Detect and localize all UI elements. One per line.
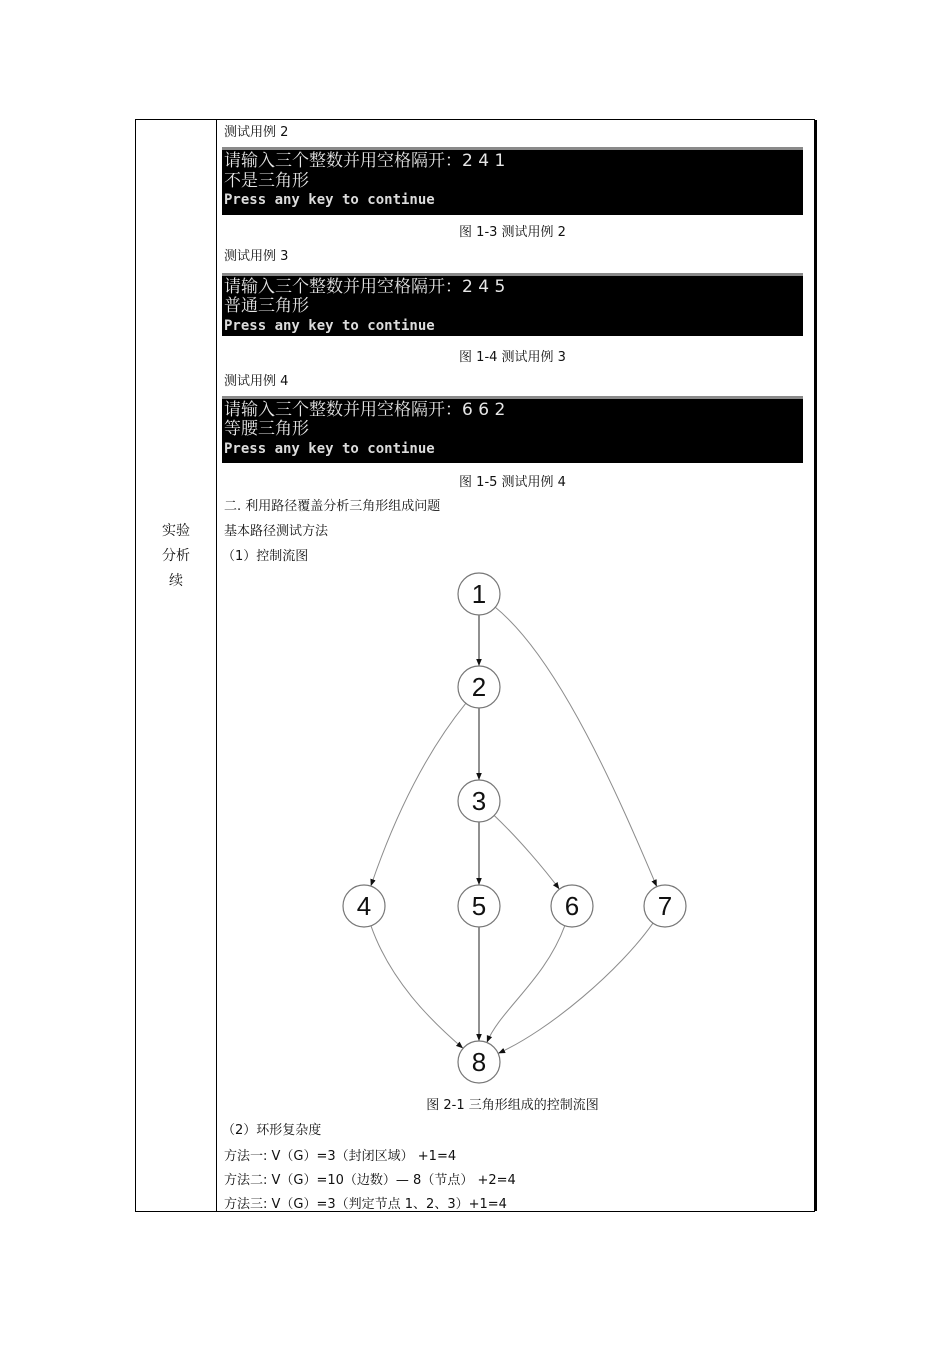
left-label-line1: 实验 (162, 523, 190, 539)
graph-edge-2-4 (371, 703, 466, 886)
graph-node-label-4: 4 (356, 891, 372, 921)
formula-method-2: 方法二: V（G）=10（边数）— 8（节点） +2=4 (224, 1173, 516, 1188)
left-label-line2: 分析 (162, 548, 190, 564)
case-title: 测试用例 3 (224, 249, 289, 264)
console-prompt: 请输入三个整数并用空格隔开：2 4 1 (224, 151, 506, 171)
graph-edge-6-8 (487, 926, 565, 1043)
case-title: 测试用例 2 (224, 125, 289, 140)
console-prompt: 请输入三个整数并用空格隔开：2 4 5 (224, 277, 506, 297)
console-prompt: 请输入三个整数并用空格隔开：6 6 2 (224, 400, 506, 420)
case-title: 测试用例 4 (224, 374, 289, 389)
subsection-control-flow: （1）控制流图 (222, 549, 309, 564)
graph-node-label-7: 7 (657, 891, 673, 921)
graph-node-label-5: 5 (471, 891, 487, 921)
figure-caption: 图 1-5 测试用例 4 (459, 475, 566, 490)
graph-node-label-8: 8 (471, 1047, 487, 1077)
graph-caption: 图 2-1 三角形组成的控制流图 (426, 1098, 599, 1113)
console-result: 不是三角形 (224, 171, 309, 191)
subsection-complexity: （2）环形复杂度 (222, 1123, 322, 1138)
formula-method-3: 方法三: V（G）=3（判定节点 1、2、3）+1=4 (224, 1197, 507, 1212)
figure-caption: 图 1-4 测试用例 3 (459, 350, 566, 365)
console-press-key: Press any key to continue (224, 318, 435, 334)
formula-method-1: 方法一: V（G）=3（封闭区域） +1=4 (224, 1149, 457, 1164)
console-press-key: Press any key to continue (224, 441, 435, 457)
graph-edge-3-6 (494, 815, 559, 889)
graph-edge-1-7 (495, 607, 657, 886)
console-press-key: Press any key to continue (224, 192, 435, 208)
section-heading: 二. 利用路径覆盖分析三角形组成问题 (224, 499, 441, 514)
method-heading: 基本路径测试方法 (224, 524, 329, 539)
graph-node-label-3: 3 (471, 786, 487, 816)
figure-caption: 图 1-3 测试用例 2 (459, 225, 566, 240)
console-result: 等腰三角形 (224, 419, 309, 439)
left-label-line3: 续 (169, 573, 183, 589)
graph-node-label-2: 2 (471, 672, 487, 702)
console-result: 普通三角形 (224, 296, 309, 316)
graph-node-label-1: 1 (471, 579, 487, 609)
graph-edge-7-8 (498, 923, 653, 1053)
graph-edge-4-8 (371, 926, 463, 1049)
graph-node-label-6: 6 (564, 891, 580, 921)
